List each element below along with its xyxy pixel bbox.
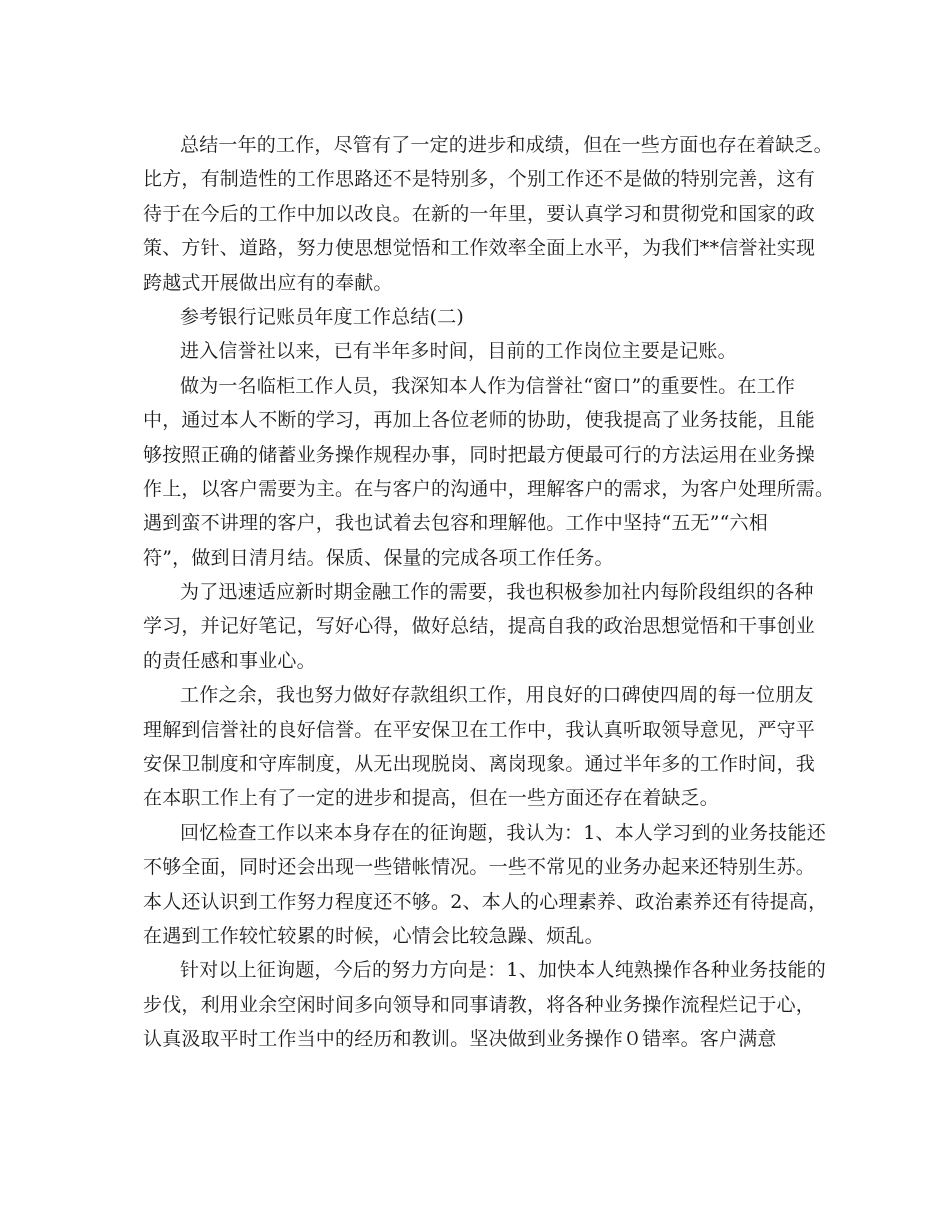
text-line: 中，通过本人不断的学习，再加上各位老师的协助，使我提高了业务技能，且能 xyxy=(143,409,816,432)
text-line: 在本职工作上有了一定的进步和提高，但在一些方面还存在着缺乏。 xyxy=(143,787,720,810)
text-line: 策、方针、道路，努力使思想觉悟和工作效率全面上水平，为我们**信誉社实现 xyxy=(143,237,816,260)
section-heading: 参考银行记账员年度工作总结(二) xyxy=(180,305,465,328)
text-line: 总结一年的工作，尽管有了一定的进步和成绩，但在一些方面也存在着缺乏。 xyxy=(180,134,833,156)
text-line: 不够全面，同时还会出现一些错帐情况。一些不常见的业务办起来还特别生苏。 xyxy=(143,856,816,879)
text-line: 本人还认识到工作努力程度还不够。2、本人的心理素养、政治素养还有待提高， xyxy=(143,890,828,913)
text-line: 够按照正确的储蓄业务操作规程办事，同时把最方便最可行的方法运用在业务操 xyxy=(143,443,816,466)
text-line: 回忆检查工作以来本身存在的征询题，我认为：1、本人学习到的业务技能还 xyxy=(180,821,826,844)
text-line: 的责任感和事业心。 xyxy=(143,649,316,672)
text-line: 学习，并记好笔记，写好心得，做好总结，提高自我的政治思想觉悟和干事创业 xyxy=(143,615,816,638)
text-line: 针对以上征询题，今后的努力方向是：1、加快本人纯熟操作各种业务技能的 xyxy=(180,959,826,982)
text-line: 工作之余，我也努力做好存款组织工作，用良好的口碑使四周的每一位朋友 xyxy=(180,684,814,707)
text-line: 跨越式开展做出应有的奉献。 xyxy=(143,271,393,294)
document-body xyxy=(143,128,835,1057)
text-line: 理解到信誉社的良好信誉。在平安保卫在工作中，我认真听取领导意见，严守平 xyxy=(143,718,816,741)
text-line: 做为一名临柜工作人员，我深知本人作为信誉社“窗口”的重要性。在工作 xyxy=(180,374,796,397)
text-line: 在遇到工作较忙较累的时候，心情会比较急躁、烦乱。 xyxy=(143,924,604,947)
text-line: 安保卫制度和守库制度，从无出现脱岗、离岗现象。通过半年多的工作时间，我 xyxy=(143,753,816,776)
text-line: 待于在今后的工作中加以改良。在新的一年里，要认真学习和贯彻党和国家的政 xyxy=(143,202,816,225)
text-line: 步伐，利用业余空闲时间多向领导和同事请教，将各种业务操作流程烂记于心， xyxy=(143,993,816,1016)
text-line: 为了迅速适应新时期金融工作的需要，我也积极参加社内每阶段组织的各种 xyxy=(180,581,814,604)
text-line: 进入信誉社以来，已有半年多时间，目前的工作岗位主要是记账。 xyxy=(180,340,737,363)
text-line: 认真汲取平时工作当中的经历和教训。坚决做到业务操作０错率。客户满意 xyxy=(143,1028,777,1051)
text-line: 遇到蛮不讲理的客户，我也试着去包容和理解他。工作中坚持“五无”“六相 xyxy=(143,512,768,535)
text-line: 符”，做到日清月结。保质、保量的完成各项工作任务。 xyxy=(143,546,614,569)
text-line: 作上，以客户需要为主。在与客户的沟通中，理解客户的需求，为客户处理所需。 xyxy=(143,477,835,500)
text-line: 比方，有制造性的工作思路还不是特别多，个别工作还不是做的特别完善，这有 xyxy=(143,168,816,191)
